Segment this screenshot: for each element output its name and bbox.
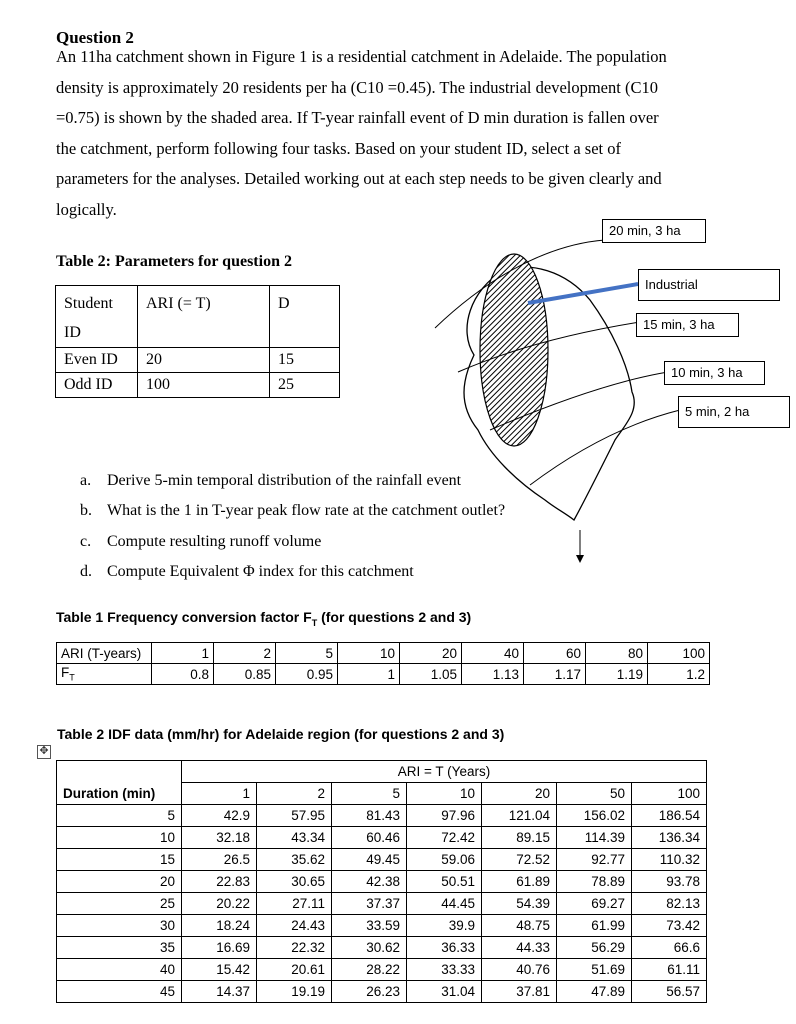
question-line: An 11ha catchment shown in Figure 1 is a residential catchment in Adelaide. The population — [56, 47, 667, 66]
table-row — [57, 871, 707, 893]
idf-value-cell: 22.83 — [182, 871, 257, 893]
industrial-pointer — [528, 284, 638, 303]
question-line: =0.75) is shown by the shaded area. If T-year rainfall event of D min duration is fallen over — [56, 108, 659, 127]
freq-cell: 5 — [276, 643, 338, 664]
task-item — [80, 527, 505, 557]
zone-label-15: 15 min, 3 ha — [636, 313, 739, 337]
param-header-student-line1: Student — [64, 295, 113, 312]
task-item — [80, 466, 505, 496]
idf-value-cell: 44.33 — [482, 937, 557, 959]
param-cell: 25 — [270, 373, 340, 398]
idf-value-cell: 33.33 — [407, 959, 482, 981]
idf-value-cell: 18.24 — [182, 915, 257, 937]
task-text: Compute resulting runoff volume — [107, 532, 322, 550]
idf-value-cell: 42.38 — [332, 871, 407, 893]
param-cell: 20 — [138, 348, 270, 373]
idf-value-cell: 32.18 — [182, 827, 257, 849]
freq-row-label: ARI (T-years) — [57, 643, 152, 664]
idf-value-cell: 39.9 — [407, 915, 482, 937]
idf-duration-cell: 5 — [57, 805, 182, 827]
idf-ari-header: ARI = T (Years) — [182, 761, 707, 783]
idf-body — [57, 805, 707, 1003]
freq-cell: 40 — [462, 643, 524, 664]
idf-value-cell: 51.69 — [557, 959, 632, 981]
freq-table — [56, 642, 710, 685]
idf-value-cell: 37.81 — [482, 981, 557, 1003]
idf-value-cell: 186.54 — [632, 805, 707, 827]
zone-label-10: 10 min, 3 ha — [664, 361, 765, 385]
idf-value-cell: 57.95 — [257, 805, 332, 827]
outlet-arrow-head — [576, 555, 584, 563]
table-row — [57, 893, 707, 915]
idf-value-cell: 114.39 — [557, 827, 632, 849]
freq-cell: 2 — [214, 643, 276, 664]
idf-value-cell: 61.89 — [482, 871, 557, 893]
table-row — [57, 959, 707, 981]
idf-value-cell: 30.65 — [257, 871, 332, 893]
freq-cell: 20 — [400, 643, 462, 664]
table-row — [57, 981, 707, 1003]
idf-value-cell: 36.33 — [407, 937, 482, 959]
idf-table — [56, 760, 707, 1003]
freq-ft-sub: T — [69, 672, 75, 683]
idf-duration-cell: 10 — [57, 827, 182, 849]
idf-value-cell: 28.22 — [332, 959, 407, 981]
freq-cell: 1.2 — [648, 664, 710, 685]
idf-value-cell: 59.06 — [407, 849, 482, 871]
idf-value-cell: 56.29 — [557, 937, 632, 959]
freq-cell: 1.17 — [524, 664, 586, 685]
freq-cell: 1.05 — [400, 664, 462, 685]
zone-line-5 — [530, 410, 680, 485]
task-label: c. — [80, 532, 92, 550]
idf-value-cell: 44.45 — [407, 893, 482, 915]
freq-ft-label: F — [61, 665, 70, 681]
idf-value-cell: 49.45 — [332, 849, 407, 871]
idf-value-cell: 26.5 — [182, 849, 257, 871]
idf-duration-cell: 35 — [57, 937, 182, 959]
idf-value-cell: 22.32 — [257, 937, 332, 959]
idf-value-cell: 14.37 — [182, 981, 257, 1003]
idf-value-cell: 92.77 — [557, 849, 632, 871]
freq-caption-sub: T — [311, 617, 318, 628]
freq-cell: 0.8 — [152, 664, 214, 685]
freq-cell: 1 — [338, 664, 400, 685]
idf-value-cell: 27.11 — [257, 893, 332, 915]
idf-ari-cell: 50 — [557, 783, 632, 805]
idf-duration-label: Duration (min) — [57, 783, 182, 805]
idf-empty-corner — [57, 761, 182, 783]
param-cell: Even ID — [56, 348, 138, 373]
idf-value-cell: 60.46 — [332, 827, 407, 849]
idf-ari-cell: 100 — [632, 783, 707, 805]
idf-ari-cell: 5 — [332, 783, 407, 805]
idf-duration-cell: 30 — [57, 915, 182, 937]
task-label: b. — [80, 502, 92, 520]
idf-table-caption: Table 2 IDF data (mm/hr) for Adelaide region (for questions 2 and 3) — [57, 726, 505, 742]
idf-ari-cell: 20 — [482, 783, 557, 805]
idf-duration-cell: 40 — [57, 959, 182, 981]
idf-duration-cell: 45 — [57, 981, 182, 1003]
question-line: density is approximately 20 residents per ha (C10 =0.45). The industrial development (C10 — [56, 77, 658, 97]
zone-label-20: 20 min, 3 ha — [602, 219, 706, 243]
idf-value-cell: 72.42 — [407, 827, 482, 849]
question-line: logically. — [56, 199, 117, 219]
table-row — [57, 849, 707, 871]
task-text: Compute Equivalent Φ index for this catchment — [107, 562, 414, 580]
idf-value-cell: 81.43 — [332, 805, 407, 827]
industrial-label: Industrial — [638, 269, 780, 301]
freq-table-caption — [56, 609, 471, 628]
zone-label-5: 5 min, 2 ha — [678, 396, 790, 428]
idf-value-cell: 33.59 — [332, 915, 407, 937]
param-cell: 100 — [138, 373, 270, 398]
freq-cell: 80 — [586, 643, 648, 664]
freq-cell: 100 — [648, 643, 710, 664]
table-move-handle-icon[interactable]: ✥ — [37, 745, 51, 759]
idf-value-cell: 61.11 — [632, 959, 707, 981]
idf-duration-cell: 15 — [57, 849, 182, 871]
freq-cell: 0.85 — [214, 664, 276, 685]
idf-value-cell: 19.19 — [257, 981, 332, 1003]
question-line: parameters for the analyses. Detailed working out at each step needs to be given clearly and — [56, 169, 662, 188]
question-line: the catchment, perform following four tasks. Based on your student ID, select a set of — [56, 138, 621, 158]
idf-value-cell: 47.89 — [557, 981, 632, 1003]
idf-value-cell: 72.52 — [482, 849, 557, 871]
table-row — [57, 827, 707, 849]
table-row — [57, 937, 707, 959]
idf-value-cell: 50.51 — [407, 871, 482, 893]
param-cell: Odd ID — [56, 373, 138, 398]
idf-value-cell: 61.99 — [557, 915, 632, 937]
idf-value-cell: 43.34 — [257, 827, 332, 849]
task-label: a. — [80, 472, 92, 489]
idf-value-cell: 16.69 — [182, 937, 257, 959]
idf-value-cell: 30.62 — [332, 937, 407, 959]
idf-value-cell: 97.96 — [407, 805, 482, 827]
task-label: d. — [80, 562, 92, 580]
freq-cell: 1 — [152, 643, 214, 664]
idf-value-cell: 78.89 — [557, 871, 632, 893]
task-item — [80, 496, 505, 526]
freq-caption-post: (for questions 2 and 3) — [317, 609, 472, 625]
idf-value-cell: 110.32 — [632, 849, 707, 871]
freq-cell: 1.13 — [462, 664, 524, 685]
idf-value-cell: 82.13 — [632, 893, 707, 915]
freq-caption-pre: Table 1 Frequency conversion factor F — [56, 609, 312, 625]
idf-value-cell: 93.78 — [632, 871, 707, 893]
freq-cell: 1.19 — [586, 664, 648, 685]
idf-value-cell: 40.76 — [482, 959, 557, 981]
idf-value-cell: 54.39 — [482, 893, 557, 915]
idf-ari-cell: 2 — [257, 783, 332, 805]
idf-value-cell: 136.34 — [632, 827, 707, 849]
freq-cell: 10 — [338, 643, 400, 664]
idf-value-cell: 24.43 — [257, 915, 332, 937]
idf-ari-cell: 10 — [407, 783, 482, 805]
idf-value-cell: 15.42 — [182, 959, 257, 981]
freq-row-label — [57, 664, 152, 685]
idf-value-cell: 56.57 — [632, 981, 707, 1003]
idf-value-cell: 66.6 — [632, 937, 707, 959]
task-item — [80, 557, 505, 587]
task-list — [80, 466, 505, 587]
idf-value-cell: 73.42 — [632, 915, 707, 937]
param-header-ari: ARI (= T) — [138, 286, 270, 348]
idf-value-cell: 20.61 — [257, 959, 332, 981]
idf-value-cell: 42.9 — [182, 805, 257, 827]
idf-value-cell: 48.75 — [482, 915, 557, 937]
idf-value-cell: 69.27 — [557, 893, 632, 915]
idf-value-cell: 26.23 — [332, 981, 407, 1003]
table-row — [57, 805, 707, 827]
idf-value-cell: 20.22 — [182, 893, 257, 915]
param-table-caption: Table 2: Parameters for question 2 — [56, 253, 292, 270]
table-row — [57, 915, 707, 937]
idf-value-cell: 89.15 — [482, 827, 557, 849]
idf-value-cell: 31.04 — [407, 981, 482, 1003]
idf-duration-cell: 20 — [57, 871, 182, 893]
idf-value-cell: 156.02 — [557, 805, 632, 827]
freq-cell: 60 — [524, 643, 586, 664]
question-title: Question 2 — [56, 28, 134, 47]
freq-cell: 0.95 — [276, 664, 338, 685]
param-header-student-line2: ID — [64, 324, 81, 341]
idf-ari-cell: 1 — [182, 783, 257, 805]
idf-duration-cell: 25 — [57, 893, 182, 915]
param-cell: 15 — [270, 348, 340, 373]
task-text: What is the 1 in T-year peak flow rate at the catchment outlet? — [107, 502, 506, 520]
idf-value-cell: 121.04 — [482, 805, 557, 827]
idf-value-cell: 35.62 — [257, 849, 332, 871]
idf-value-cell: 37.37 — [332, 893, 407, 915]
param-header-d: D — [270, 286, 340, 348]
task-text: Derive 5-min temporal distribution of the rainfall event — [107, 472, 462, 489]
